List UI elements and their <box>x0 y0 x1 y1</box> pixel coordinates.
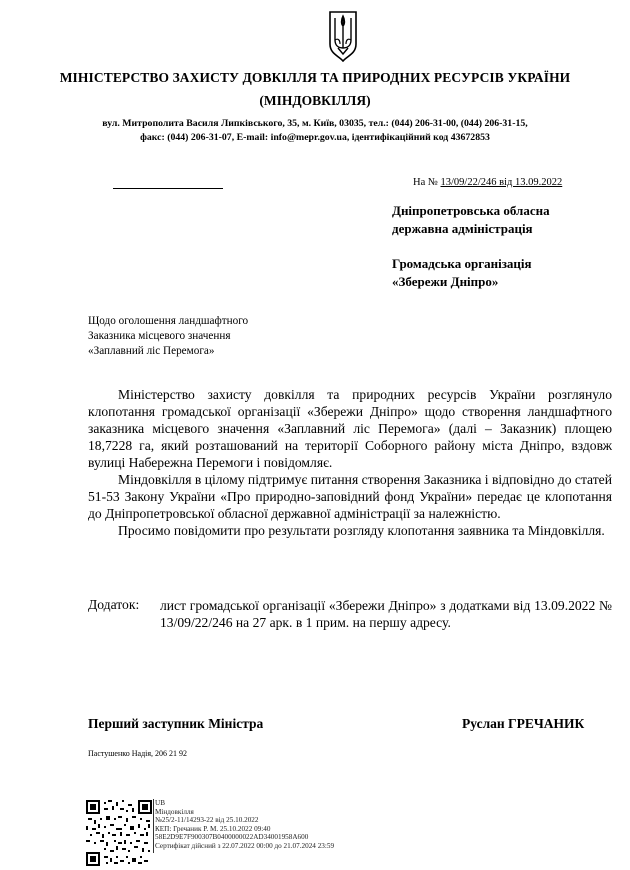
stamp-line: 58E2D9E7F900307B0400000022AD34001958A600 <box>155 833 309 842</box>
body-paragraph: Міністерство захисту довкілля та природних ресурсів України розглянуло клопотання громадської організації «Збережи Дніпро» щодо створення ландшафтного заказника місцевого значення «Заплавний ліс Перемога» (далі – Заказник) площею 18,7228 га, який розташований на території Соборного району міста Дніпро, вздовж вулиці Набережна Перемоги і повідомляє. <box>88 387 612 470</box>
stamp-line: КЕП: Гречаник Р. М. 25.10.2022 09:40 <box>155 824 271 833</box>
reference-value: 13/09/22/246 від 13.09.2022 <box>440 177 563 188</box>
stamp-line: №25/2-11/14293-22 від 25.10.2022 <box>155 816 259 825</box>
executor-info: Пастушенко Надія, 206 21 92 <box>88 749 188 758</box>
ministry-contacts: факс: (044) 206-31-07, E-mail: info@mepr.gov.ua, ідентифікаційний код 43672853 <box>140 132 490 143</box>
stamp-line: Сертифікат дійсний з 22.07.2022 00:00 до 21.07.2024 23:59 <box>155 841 335 850</box>
recipient-line: «Збережи Дніпро» <box>392 274 499 289</box>
subject-line: «Заплавний ліс Перемога» <box>88 345 215 357</box>
ministry-short-name: (МІНДОВКІЛЛЯ) <box>259 93 371 108</box>
subject-line: Щодо оголошення ландшафтного <box>88 315 249 327</box>
stamp-line: Міндовкілля <box>155 807 194 816</box>
body-paragraph: Міндовкілля в цілому підтримує питання створення Заказника і відповідно до статей 51-53 Закону України «Про природно-заповідний фонд України» передає це клопотання до Дніпропетровської обласної державної адміністрації за належністю. <box>88 472 612 521</box>
ministry-name: МІНІСТЕРСТВО ЗАХИСТУ ДОВКІЛЛЯ ТА ПРИРОДНИХ РЕСУРСІВ УКРАЇНИ <box>59 70 571 85</box>
recipient-line: державна адміністрація <box>392 221 533 236</box>
recipient-line: Дніпропетровська обласна <box>392 203 550 218</box>
electronic-signature-stamp <box>155 799 334 851</box>
recipient-line: Громадська організація <box>392 256 532 271</box>
ministry-address: вул. Митрополита Василя Липківського, 35, м. Київ, 03035, тел.: (044) 206-31-00, (044) 206-31-15, <box>102 118 528 129</box>
stamp-divider <box>153 799 154 853</box>
reference-prefix: На № <box>413 177 438 188</box>
attachment-label: Додаток: <box>88 597 140 612</box>
qr-code-icon <box>86 800 152 866</box>
recipient-2 <box>392 255 532 291</box>
coat-of-arms-icon <box>327 10 359 62</box>
outgoing-number-line <box>113 188 223 189</box>
subject <box>88 314 248 359</box>
attachment-text: лист громадської організації «Збережи Дніпро» з додатками від 13.09.2022 № 13/09/22/246 на 27 арк. в 1 прим. на першу адресу. <box>160 598 612 630</box>
body-paragraph: Просимо повідомити про результати розгляду клопотання заявника та Міндовкілля. <box>118 523 605 538</box>
stamp-line: UB <box>155 799 165 807</box>
letter-body <box>88 386 612 539</box>
reference-number <box>413 177 562 188</box>
signatory-position: Перший заступник Міністра <box>88 716 264 731</box>
signatory-name: Руслан ГРЕЧАНИК <box>462 716 585 731</box>
recipient-1 <box>392 202 550 238</box>
subject-line: Заказника місцевого значення <box>88 330 231 342</box>
